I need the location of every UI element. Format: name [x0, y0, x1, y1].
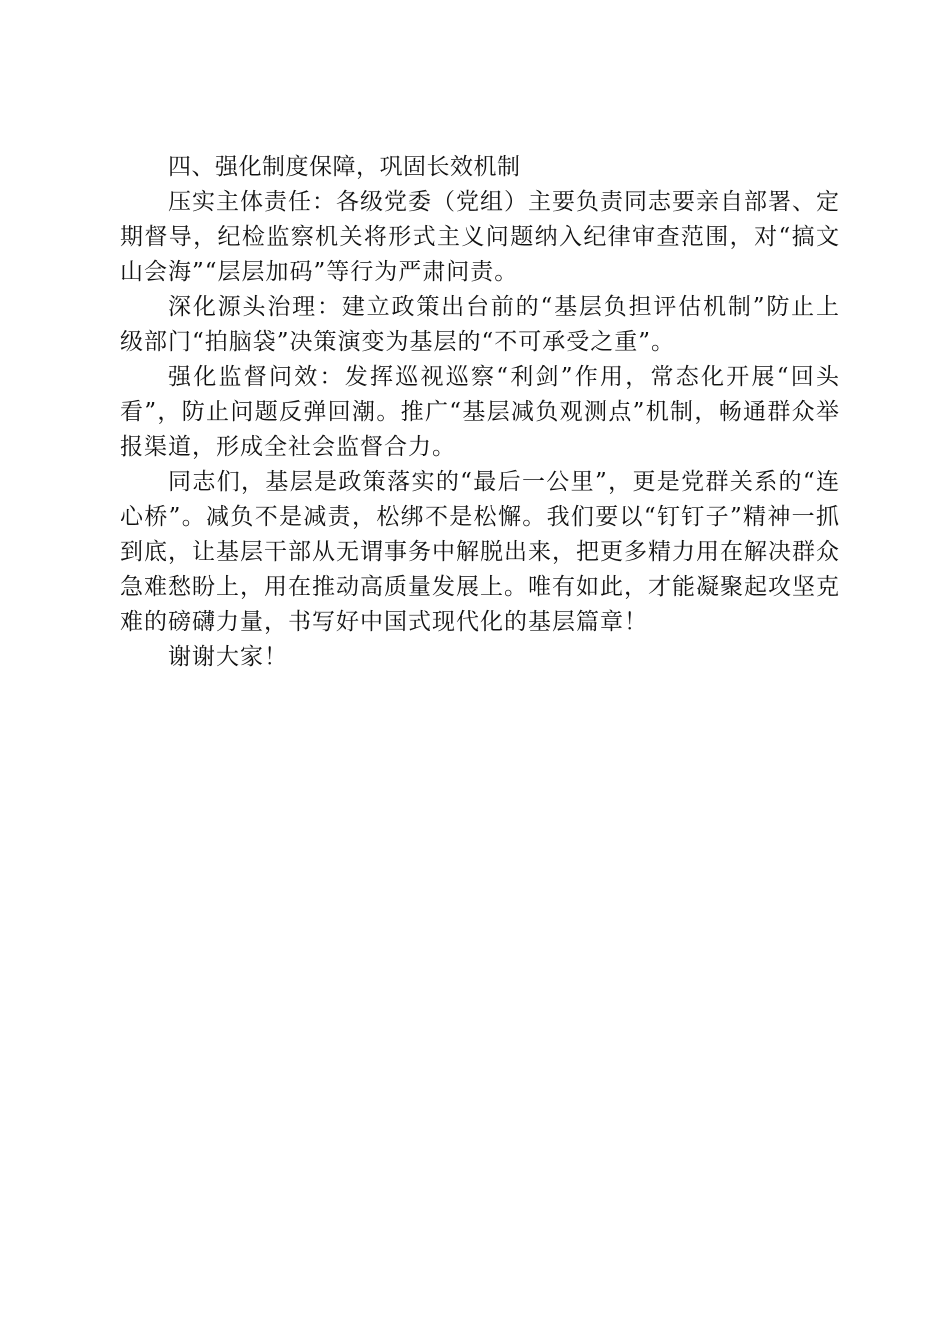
paragraph-thanks: 谢谢大家！: [168, 644, 288, 670]
section-heading: 四、强化制度保障，巩固长效机制: [168, 154, 521, 180]
paragraph-responsibility: 压实主体责任：各级党委（党组）主要负责同志要亲自部署、定期督导，纪检监察机关将形式主义问题纳入纪律审查范围，对“搞文山会海”“层层加码”等行为严肃问责。: [120, 189, 840, 285]
document-page: [120, 150, 840, 675]
paragraph-source-governance: 深化源头治理：建立政策出台前的“基层负担评估机制”防止上级部门“拍脑袋”决策演变为基层的“不可承受之重”。: [120, 294, 840, 355]
paragraph-closing: 同志们，基层是政策落实的“最后一公里”，更是党群关系的“连心桥”。减负不是减责，松绑不是松懈。我们要以“钉钉子”精神一抓到底，让基层干部从无谓事务中解脱出来，把更多精力用在解决群众急难愁盼上，用在推动高质量发展上。唯有如此，才能凝聚起攻坚克难的磅礴力量，书写好中国式现代化的基层篇章！: [120, 469, 840, 635]
paragraph-supervision: 强化监督问效：发挥巡视巡察“利剑”作用，常态化开展“回头看”，防止问题反弹回潮。推广“基层减负观测点”机制，畅通群众举报渠道，形成全社会监督合力。: [120, 364, 840, 460]
